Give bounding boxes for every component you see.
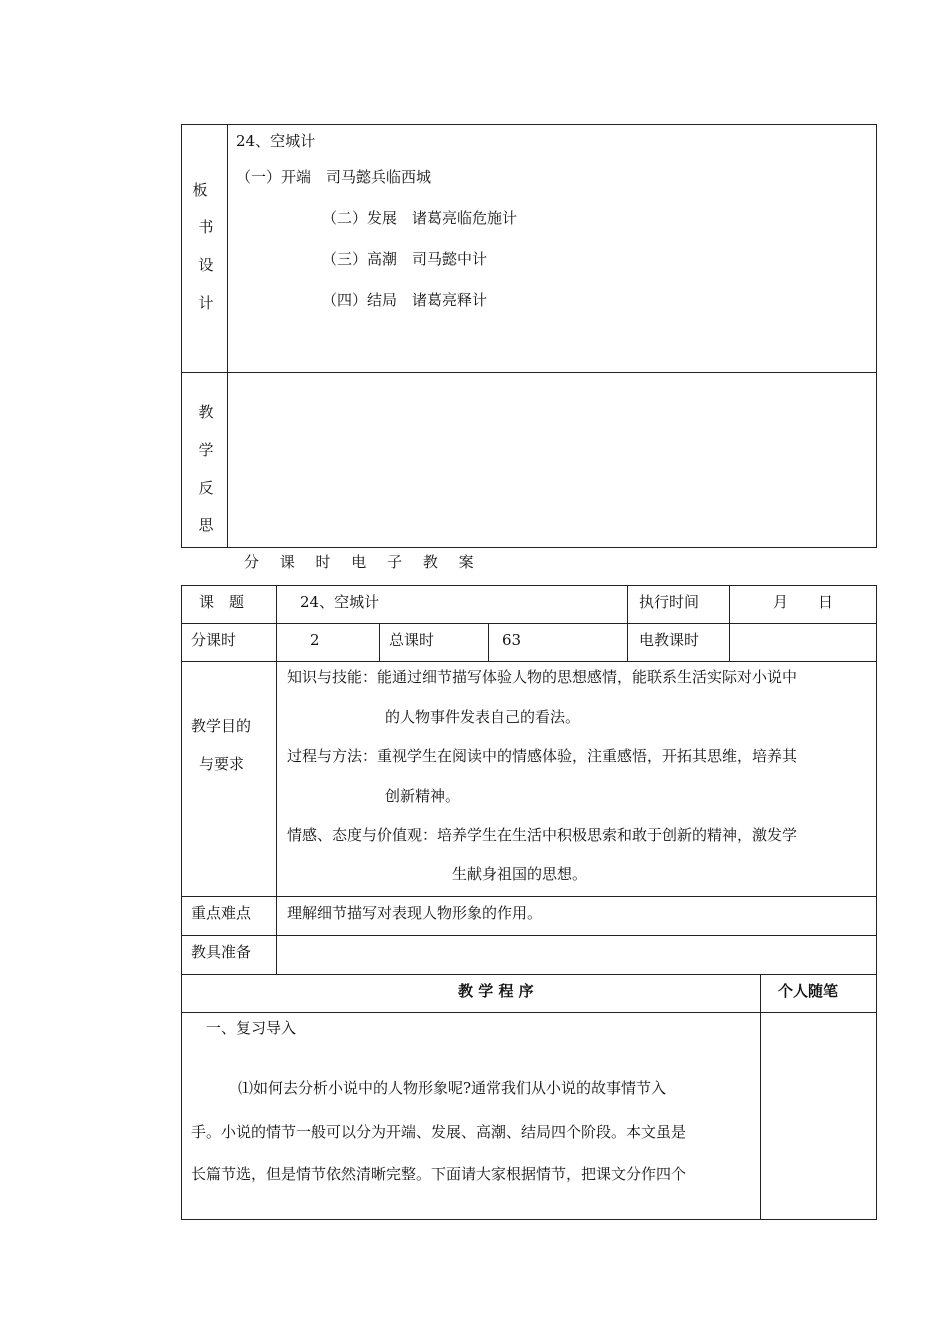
paragraph-line: 长篇节选，但是情节依然清晰完整。下面请大家根据情节，把课文分作四个 [191, 1165, 687, 1183]
board-table-divider [227, 124, 228, 548]
goal-line: 创新精神。 [385, 787, 461, 805]
reflection-label-char: 思 [198, 516, 214, 534]
paragraph-line: ⑴如何去分析小说中的人物形象呢?通常我们从小说的故事情节入 [238, 1079, 667, 1097]
doc-title: 分 课 时 电 子 教 案 [244, 553, 482, 571]
board-label-char: 书 [198, 218, 214, 236]
goal-line: 知识与技能：能通过细节描写体验人物的思想感情，能联系生活实际对小说中 [287, 668, 798, 686]
topic-value: 24、空城计 [300, 593, 380, 611]
reflection-label-char: 反 [198, 479, 214, 497]
board-table-row-divider [181, 372, 877, 373]
goal-line: 过程与方法：重视学生在阅读中的情感体验，注重感悟，开拓其思维，培养其 [287, 747, 798, 765]
board-label-char: 计 [198, 294, 214, 312]
col-divider [379, 623, 380, 661]
av-label: 电教课时 [639, 631, 700, 649]
board-title: 24、空城计 [236, 132, 316, 150]
row-divider [181, 974, 877, 975]
tools-label: 教具准备 [191, 943, 252, 961]
col-divider [488, 623, 489, 661]
row-divider [181, 935, 877, 936]
board-label-char: 设 [198, 256, 214, 274]
row-divider [181, 623, 877, 624]
board-line: （四）结局 诸葛亮释计 [322, 291, 488, 309]
topic-label: 课 题 [199, 593, 245, 611]
section-title: 一、复习导入 [206, 1019, 297, 1037]
exec-time-value: 月 日 [773, 593, 834, 611]
board-line: （二）发展 诸葛亮临危施计 [322, 209, 518, 227]
board-line: （三）高潮 司马懿中计 [322, 250, 488, 268]
col-divider [760, 974, 761, 1220]
period-value: 2 [310, 631, 320, 649]
period-label: 分课时 [191, 631, 237, 649]
key-label: 重点难点 [191, 904, 252, 922]
paragraph-line: 手。小说的情节一般可以分为开端、发展、高潮、结局四个阶段。本文虽是 [191, 1123, 687, 1141]
goal-line: 生献身祖国的思想。 [452, 865, 588, 883]
goal-line: 的人物事件发表自己的看法。 [385, 708, 581, 726]
total-value: 63 [502, 631, 522, 649]
reflection-label-char: 教 [198, 403, 214, 421]
col-divider [276, 585, 277, 974]
col-divider [627, 585, 628, 661]
notes-header: 个人随笔 [778, 982, 839, 1000]
col-divider [729, 585, 730, 661]
goals-label: 与要求 [199, 755, 245, 773]
goal-line: 情感、态度与价值观：培养学生在生活中积极思索和敢于创新的精神，激发学 [287, 826, 798, 844]
row-divider [181, 1012, 877, 1013]
exec-time-label: 执行时间 [639, 593, 700, 611]
total-label: 总课时 [389, 631, 435, 649]
row-divider [181, 896, 877, 897]
goals-label: 教学目的 [191, 717, 252, 735]
board-design-table [181, 124, 877, 548]
key-value: 理解细节描写对表现人物形象的作用。 [287, 904, 543, 922]
row-divider [181, 661, 877, 662]
procedure-header: 教 学 程 序 [458, 982, 534, 1000]
board-label-char: 板 [192, 181, 208, 199]
reflection-label-char: 学 [198, 441, 214, 459]
board-line: （一）开端 司马懿兵临西城 [236, 168, 432, 186]
